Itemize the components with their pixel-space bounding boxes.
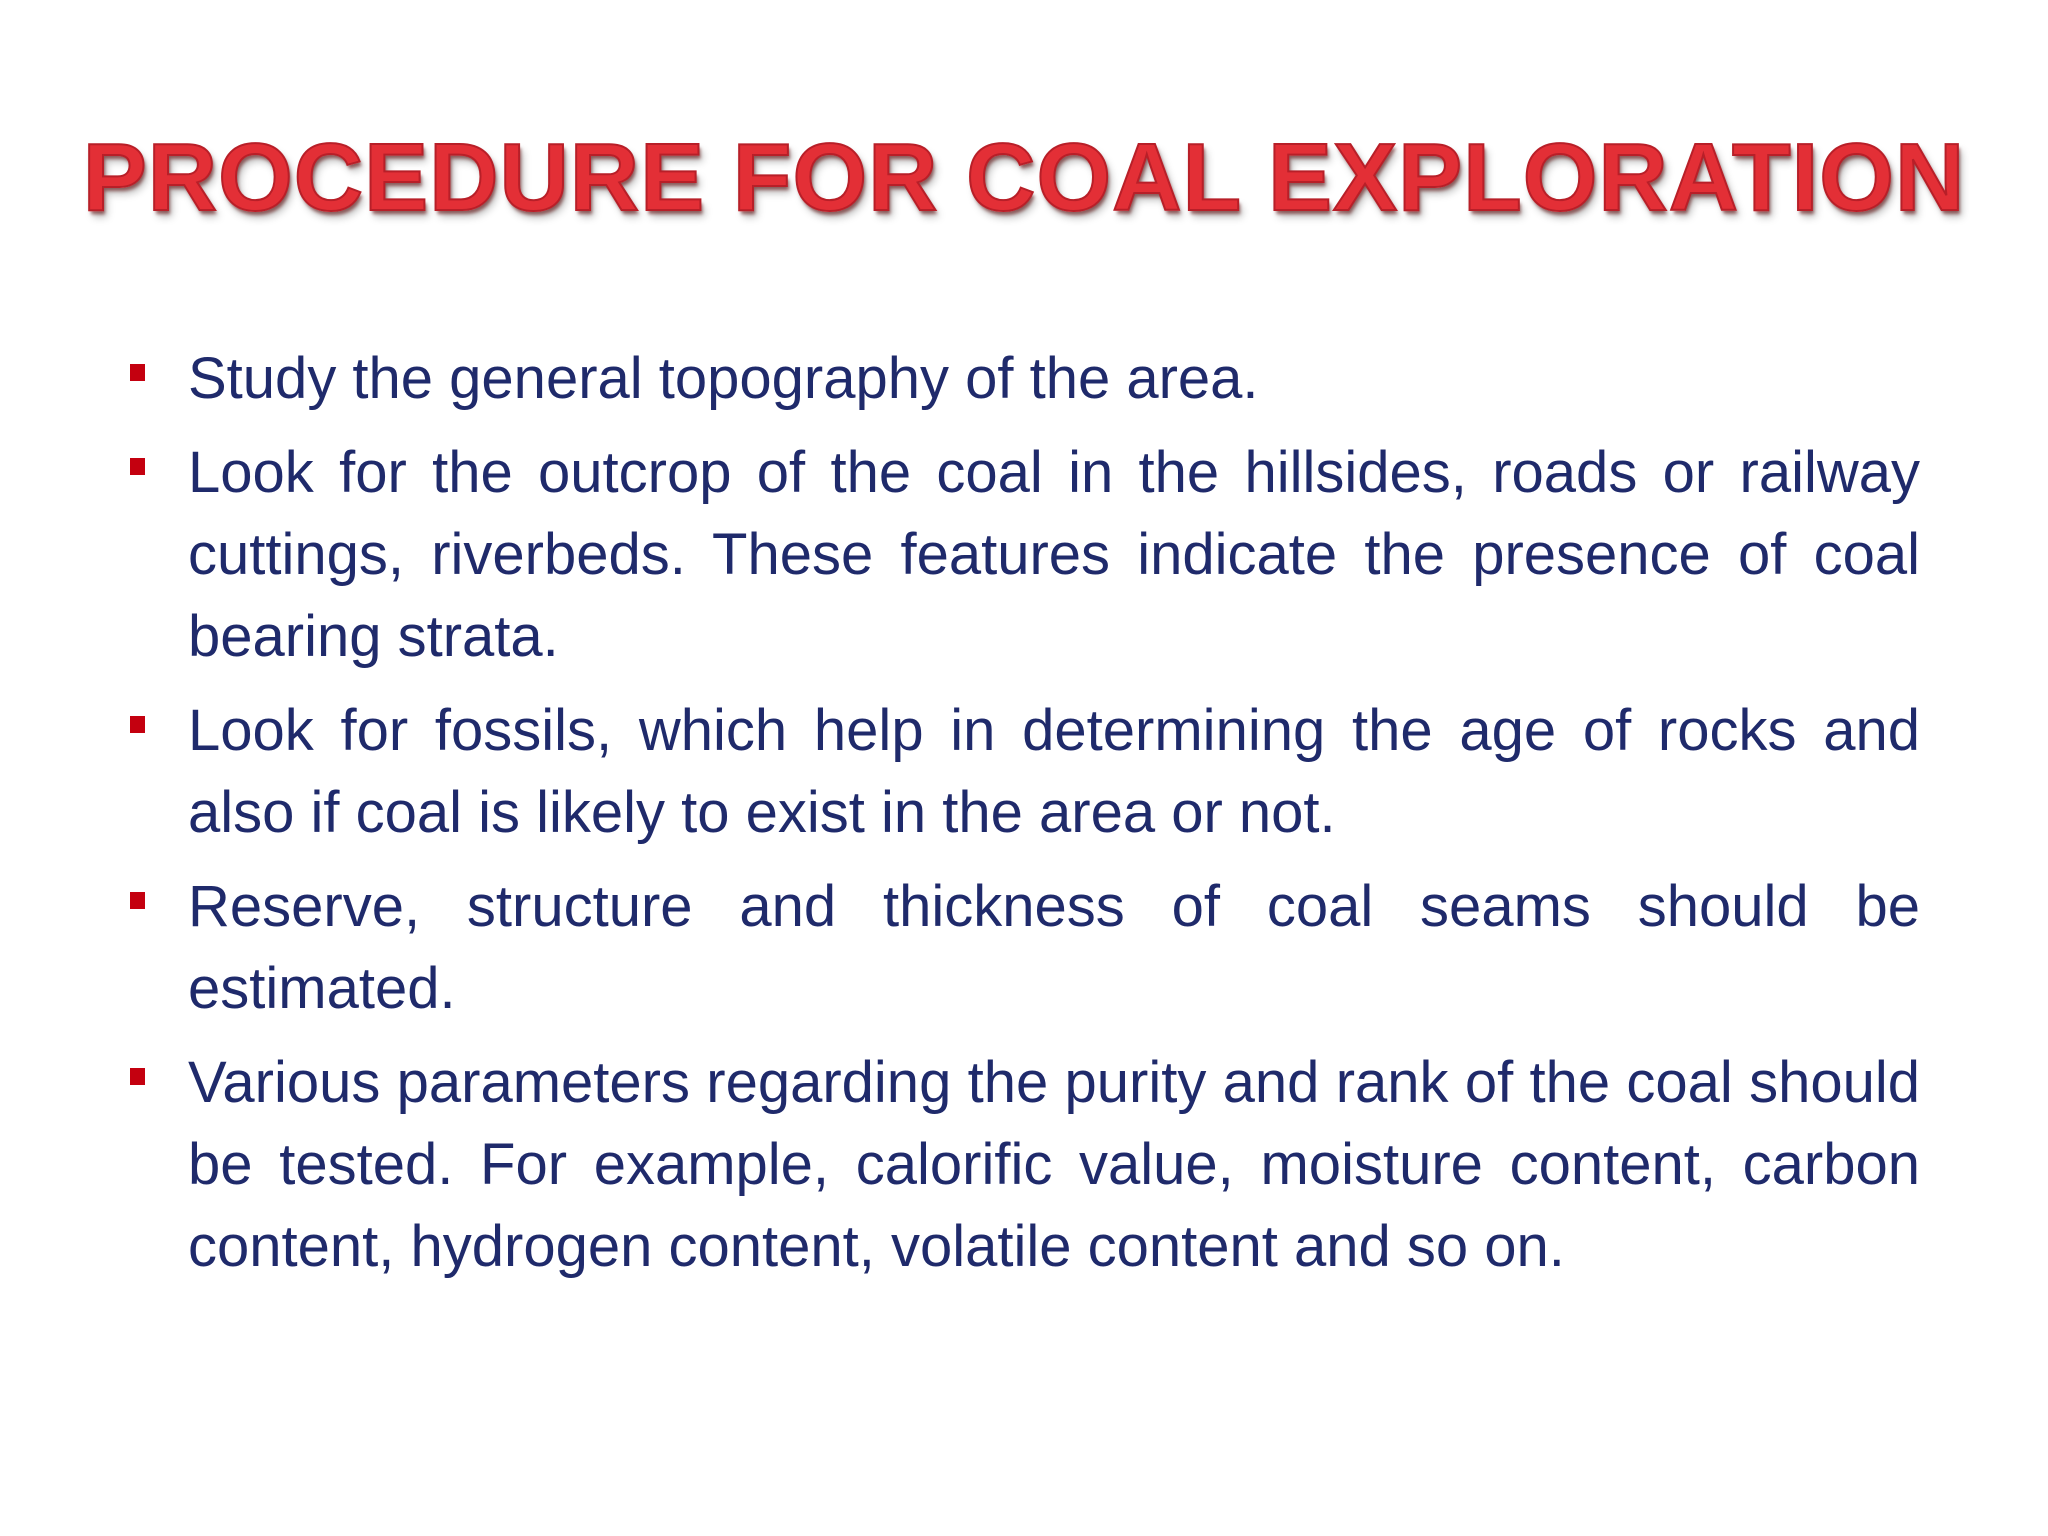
slide-title: PROCEDURE FOR COAL EXPLORATION: [82, 124, 1966, 231]
list-item: [128, 866, 1920, 1030]
bullet-text: Study the general topography of the area.: [188, 346, 1259, 411]
square-bullet-icon: [130, 364, 145, 381]
bullet-text: Look for fossils, which help in determining the age of rocks and also if coal is likely to exist in the area or not.: [188, 698, 1920, 845]
bullet-text: Look for the outcrop of the coal in the hillsides, roads or railway cuttings, riverbeds. These features indicate the presence of coal bearing strata.: [188, 440, 1920, 669]
bullet-text: Various parameters regarding the purity and rank of the coal should be tested. For example, calorific value, moisture content, carbon content, hydrogen content, volatile content and so on.: [188, 1050, 1920, 1279]
square-bullet-icon: [130, 458, 145, 475]
list-item: [128, 338, 1920, 420]
square-bullet-icon: [130, 716, 145, 733]
bullet-text: Reserve, structure and thickness of coal seams should be estimated.: [188, 874, 1920, 1021]
bullet-list: [128, 338, 1920, 1300]
square-bullet-icon: [130, 892, 145, 909]
list-item: [128, 690, 1920, 854]
list-item: [128, 1042, 1920, 1288]
list-item: [128, 432, 1920, 678]
square-bullet-icon: [130, 1068, 145, 1085]
